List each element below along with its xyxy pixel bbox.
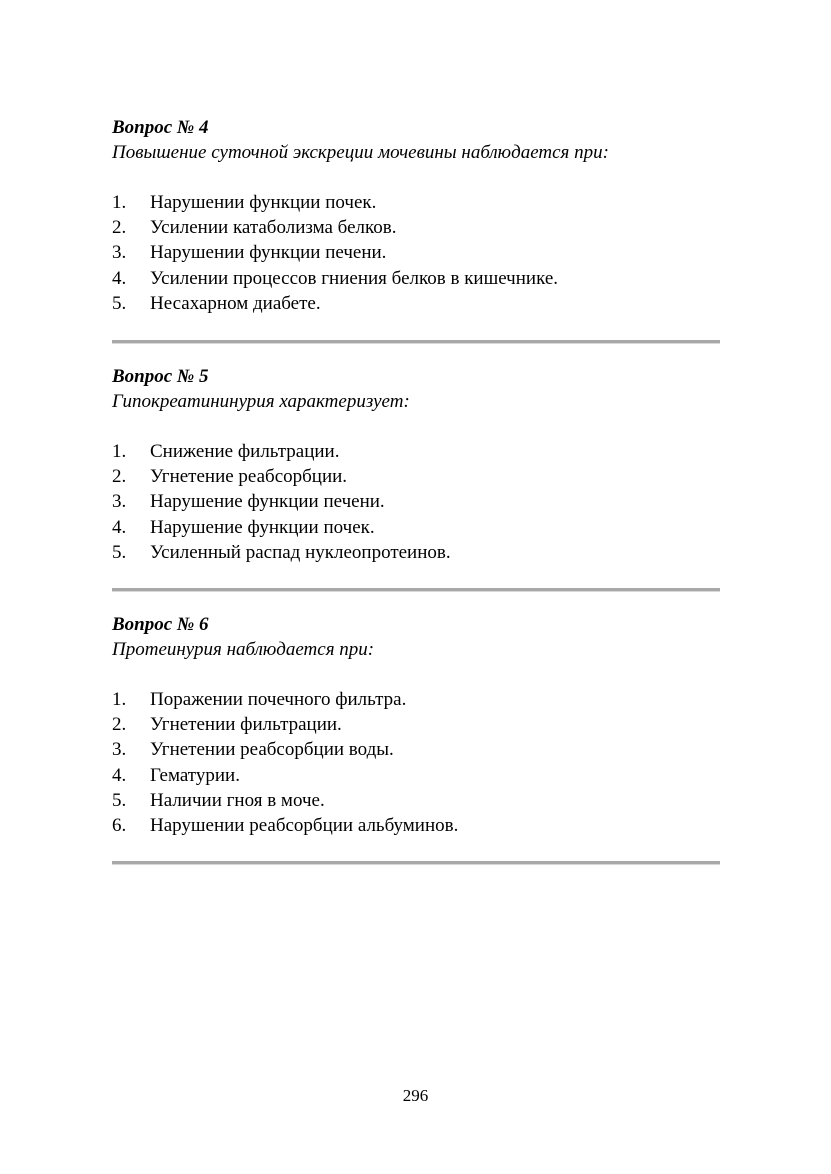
option-text: Угнетении реабсорбции воды. [150,739,394,761]
option-number: 2. [112,466,127,488]
section-divider [112,861,720,865]
question-text: Протеинурия наблюдается при: [112,639,375,660]
answer-option [112,489,720,514]
option-number: 3. [112,242,127,264]
question-text: Гипокреатининурия характеризует: [112,391,410,412]
answer-option [112,266,720,291]
question-4 [112,115,720,316]
option-text: Поражении почечного фильтра. [150,689,407,710]
option-number: 1. [112,689,127,710]
question-title: Вопрос № 4 [112,117,209,138]
answer-option [112,291,720,316]
option-number: 2. [112,714,127,736]
answer-options [112,687,720,838]
option-number: 6. [112,815,127,837]
option-text: Гематурии. [150,764,240,786]
option-number: 3. [112,739,127,761]
answer-option [112,240,720,265]
option-number: 1. [112,441,127,462]
answer-option [112,215,720,240]
answer-option [112,439,720,464]
option-number: 4. [112,516,127,538]
option-text: Угнетение реабсорбции. [150,466,348,488]
section-divider [112,340,720,344]
option-text: Усиленный распад нуклеопротеинов. [150,541,451,563]
option-number: 4. [112,267,127,289]
option-text: Нарушение функции почек. [150,516,375,538]
option-text: Усилении катаболизма белков. [150,217,397,239]
question-5 [112,364,720,565]
answer-option [112,737,720,762]
answer-option [112,788,720,813]
option-text: Нарушении функции почек. [150,192,377,213]
answer-option [112,763,720,788]
option-text: Наличии гноя в моче. [150,789,325,811]
question-title: Вопрос № 5 [112,366,209,387]
option-text: Нарушении реабсорбции альбуминов. [150,815,459,837]
section-divider [112,588,720,592]
option-number: 2. [112,217,127,239]
answer-options [112,439,720,565]
answer-option [112,813,720,838]
option-text: Нарушение функции печени. [150,491,385,513]
option-number: 5. [112,292,127,314]
answer-option [112,712,720,737]
page-number: 296 [402,1086,429,1105]
answer-options [112,190,720,316]
option-text: Несахарном диабете. [150,292,321,314]
option-number: 4. [112,764,127,786]
answer-option [112,687,720,712]
option-text: Нарушении функции печени. [150,242,387,264]
question-title: Вопрос № 6 [112,614,209,635]
option-text: Угнетении фильтрации. [150,714,342,736]
option-number: 3. [112,491,127,513]
question-text: Повышение суточной экскреции мочевины наблюдается при: [112,142,609,163]
answer-option [112,515,720,540]
answer-option [112,190,720,215]
option-text: Снижение фильтрации. [150,441,340,462]
option-number: 1. [112,192,127,213]
question-6 [112,612,720,838]
answer-option [112,464,720,489]
option-number: 5. [112,789,127,811]
option-text: Усилении процессов гниения белков в кишечнике. [150,267,559,289]
option-number: 5. [112,541,127,563]
answer-option [112,540,720,565]
